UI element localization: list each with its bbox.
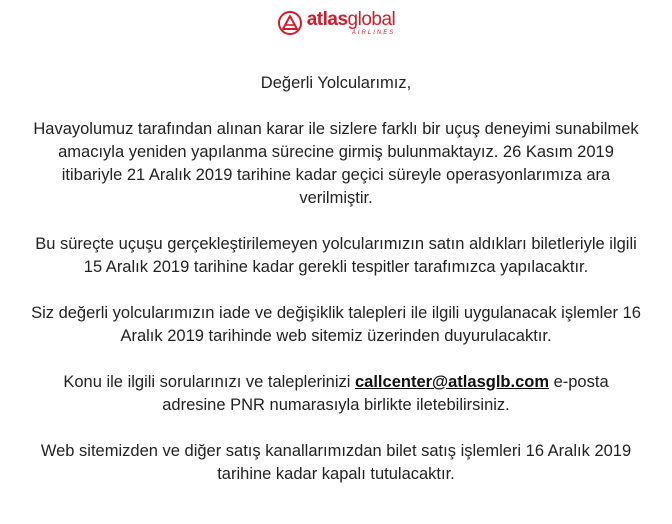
atlasglobal-logo-icon [277,11,303,35]
notice-paragraph-4-after: e-posta adresine PNR numarasıyla birlikte iletebilirsiniz. [162,373,609,414]
notice-paragraph-1: Havayolumuz tarafından alınan karar ile sizlere farklı bir uçuş deneyimi sunabilmek amacıyla yeniden yapılanma sürecine girmiş bulunmaktayız. 26 Kasım 2019 itibariyle 21 Aralık 2019 tarihine kadar geçici süreyle operasyonlarımıza ara verilmiştir. [33,120,639,207]
notice-paragraph-4-before: Konu ile ilgili sorularınızı ve taleplerinizi [63,373,355,391]
brand-logo[interactable] [277,10,396,36]
brand-wordmark [307,10,396,36]
brand-name-light: global [347,9,396,30]
notice-greeting: Değerli Yolcularımız, [260,74,412,92]
notice-paragraph-5: Web sitemizden ve diğer satış kanallarımızdan bilet satış işlemleri 16 Aralık 2019 tarihine kadar kapalı tutulacaktır. [40,442,632,483]
callcenter-email-link[interactable]: callcenter@atlasglb.com [355,373,549,391]
notice-paragraph-3: Siz değerli yolcularımızın iade ve değişiklik talepleri ile ilgili uygulanacak işlemler 16 Aralık 2019 tarihinde web sitemiz üzerinden duyurulacaktır. [31,304,641,345]
notice-paragraph-4 [31,371,641,417]
notice-content [0,72,672,509]
brand-tagline: AIRLINES [351,30,396,36]
notice-paragraph-2: Bu süreçte uçuşu gerçekleştirilemeyen yolcularımızın satın aldıkları biletleriyle ilgili 15 Aralık 2019 tarihine kadar gerekli tespitler tarafımızca yapılacaktır. [35,235,637,276]
brand-name [307,10,396,29]
header [0,6,672,40]
brand-name-bold: atlas [306,9,348,30]
